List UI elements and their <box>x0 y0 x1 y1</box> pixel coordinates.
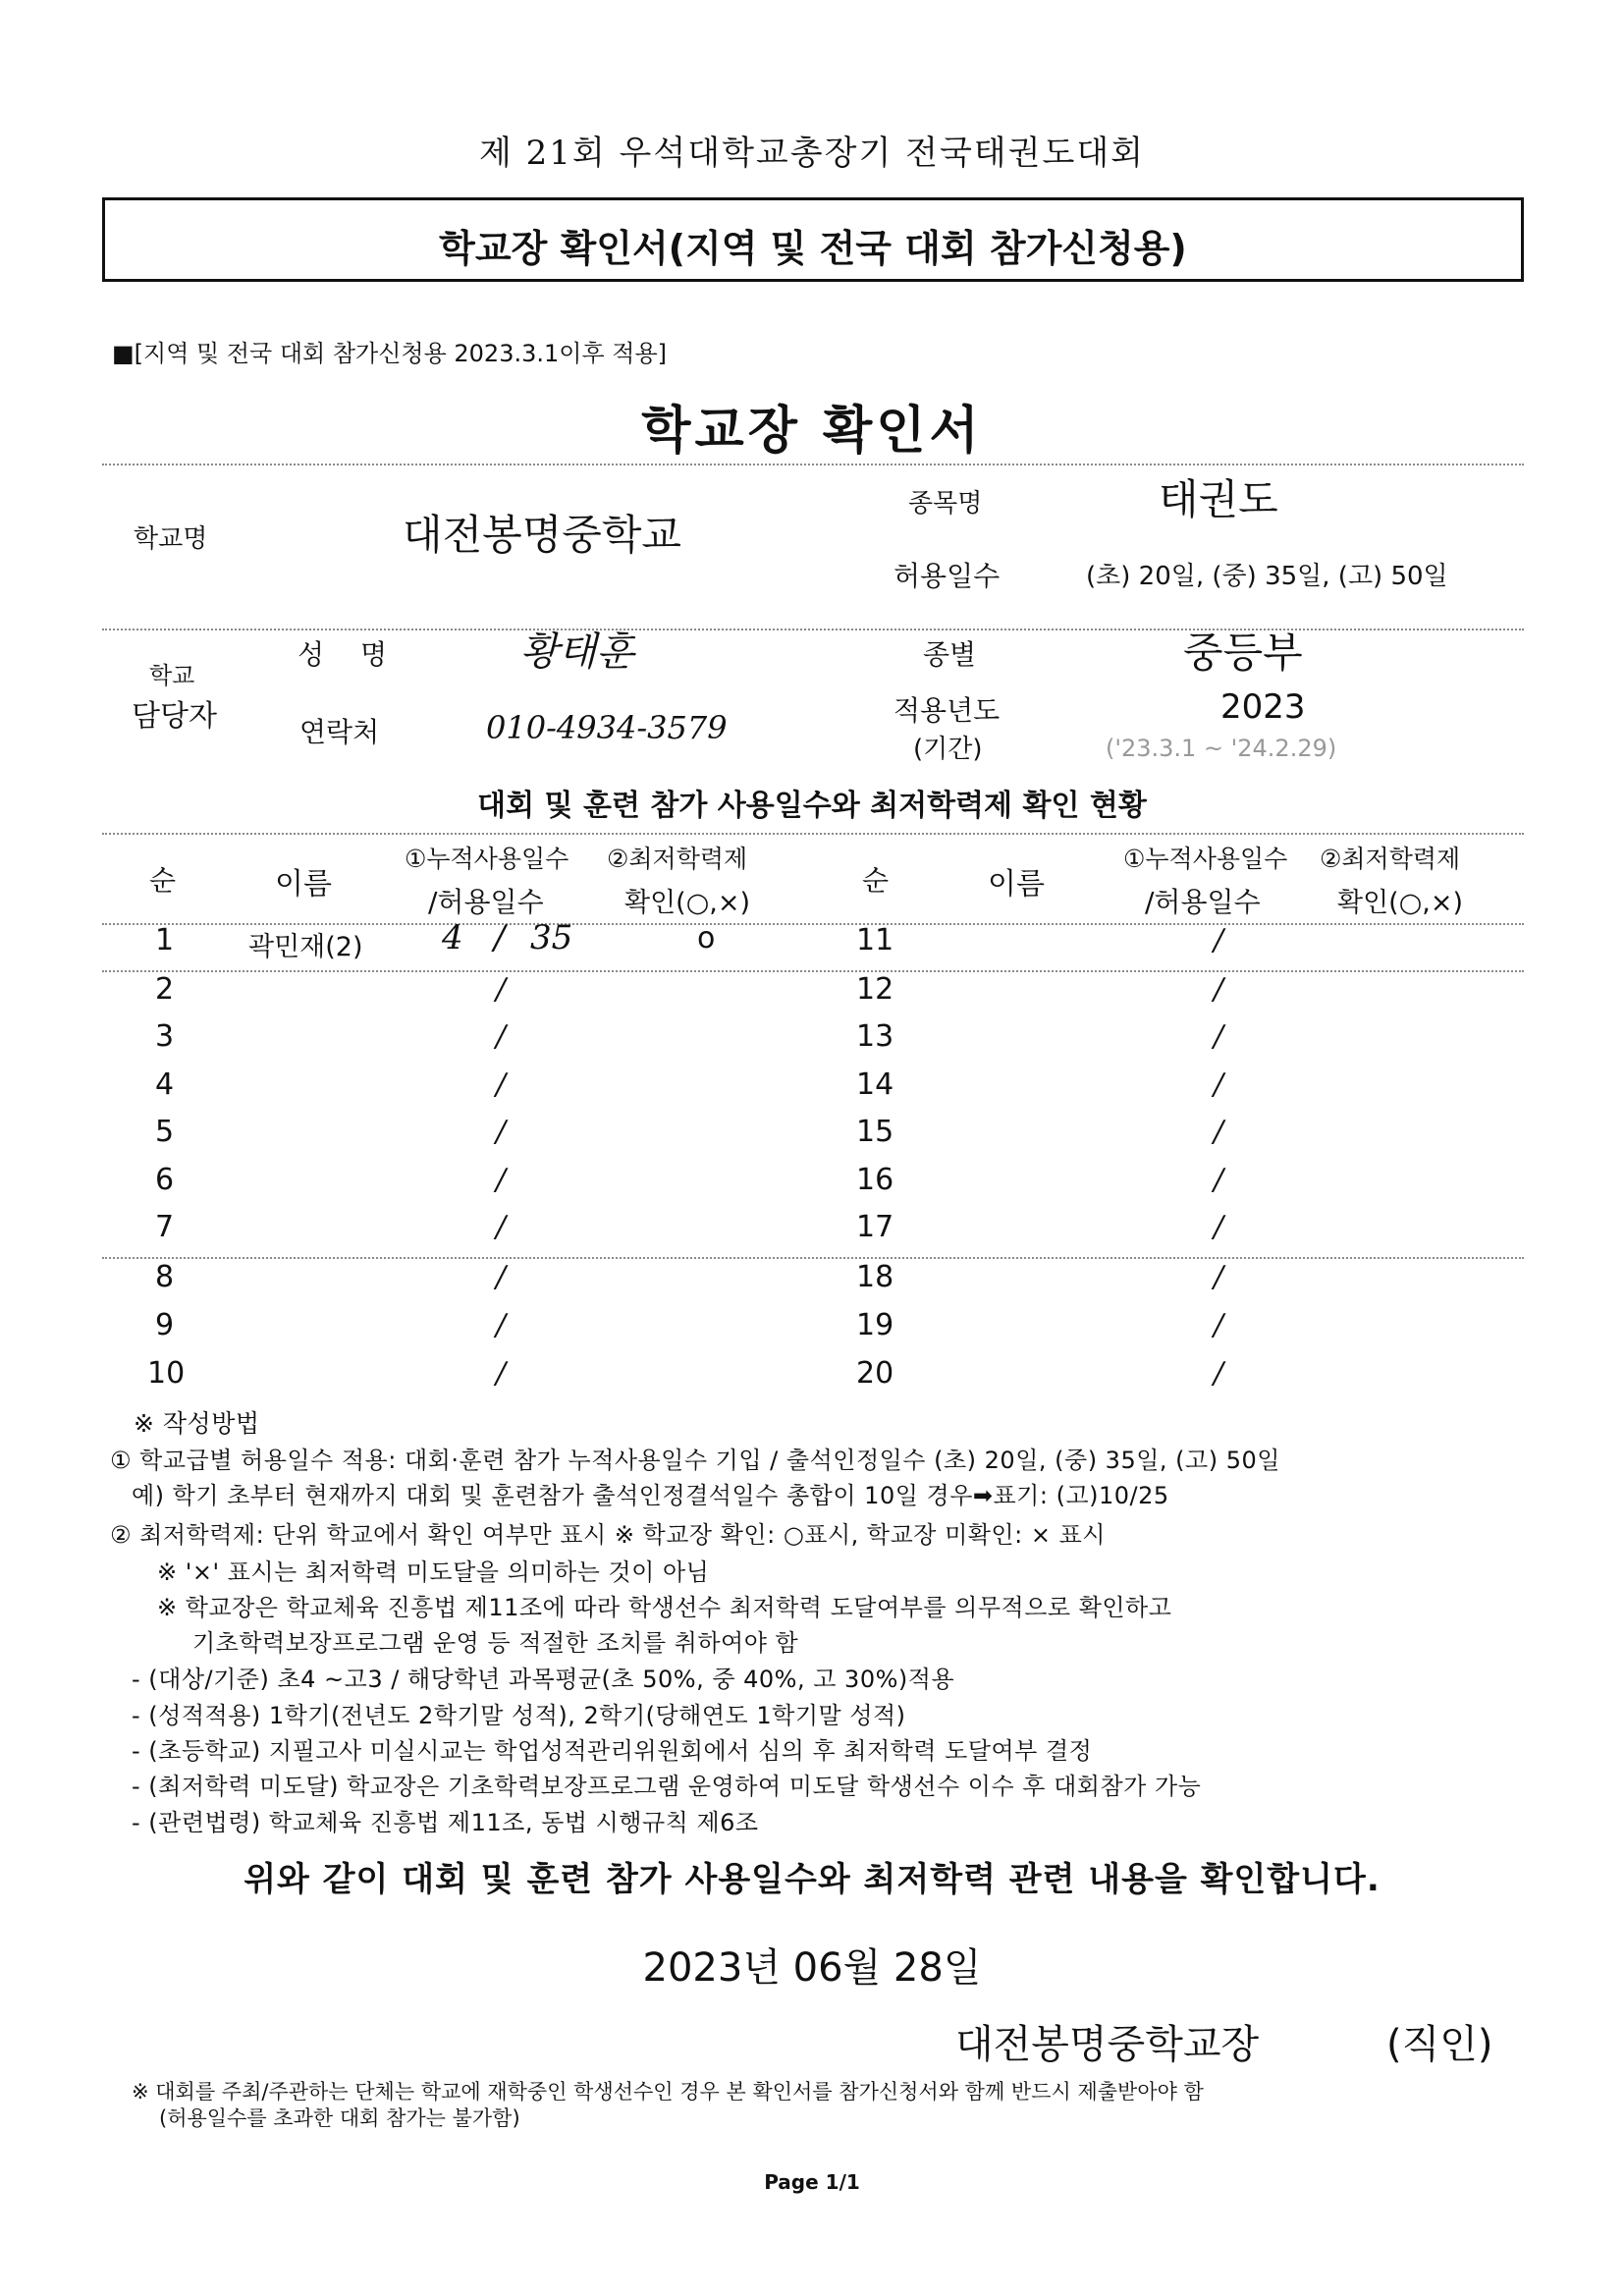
row-no: 7 <box>155 1210 175 1244</box>
header-grade-2-right: 확인(○,×) <box>1337 888 1463 918</box>
row-sep: / <box>1214 1115 1224 1149</box>
footer-note-1: ※ 대회를 주최/주관하는 단체는 학교에 재학중인 학생선수인 경우 본 확인서를 참가신청서와 함께 반드시 제출받아야 함 <box>132 2080 1204 2104</box>
row-check: o <box>697 921 716 956</box>
allowed-days-value: (초) 20일, (중) 35일, (고) 50일 <box>1086 562 1448 591</box>
row-allowed: 35 <box>530 918 573 957</box>
name-value: 황태훈 <box>520 629 634 675</box>
row-no: 9 <box>155 1308 175 1342</box>
school-label: 학교명 <box>134 524 208 554</box>
row-sep: / <box>496 1356 507 1391</box>
allowed-days-label: 허용일수 <box>893 560 1001 592</box>
header-days-1-left: ①누적사용일수 <box>405 845 569 873</box>
form-note: ■[지역 및 전국 대회 참가신청용 2023.3.1이후 적용] <box>112 340 667 367</box>
row-sep: / <box>1214 1067 1224 1102</box>
division-label: 종별 <box>923 638 977 671</box>
row-no: 19 <box>856 1308 894 1342</box>
row-used: 4 <box>442 918 463 957</box>
row-sep: / <box>496 1163 507 1197</box>
official-seal: (직인) <box>1386 2022 1493 2067</box>
division-value: 중등부 <box>1183 629 1303 677</box>
principal-name: 대전봉명중학교장 <box>955 2022 1260 2067</box>
row-no: 16 <box>856 1163 894 1197</box>
year-label-1: 적용년도 <box>893 694 1001 727</box>
row-sep: / <box>1214 1163 1224 1197</box>
header-name-left: 이름 <box>275 867 332 902</box>
school-value: 대전봉명중학교 <box>403 511 682 559</box>
row-sep: / <box>496 1260 507 1294</box>
note-line: - (성적적용) 1학기(전년도 2학기말 성적), 2학기(당해연도 1학기말 성적) <box>132 1702 906 1729</box>
confirm-statement: 위와 같이 대회 및 훈련 참가 사용일수와 최저학력 관련 내용을 확인합니다. <box>244 1860 1380 1899</box>
row-sep: / <box>496 1115 507 1149</box>
row-sep: / <box>1214 1210 1224 1244</box>
header-no-left: 순 <box>149 864 177 897</box>
header-grade-1-right: ②최저학력제 <box>1320 845 1461 873</box>
note-line: 기초학력보장프로그램 운영 등 적절한 조치를 취하여야 함 <box>192 1629 799 1657</box>
page-number: Page 1/1 <box>764 2170 860 2194</box>
note-line: - (초등학교) 지필고사 미실시교는 학업성적관리위원회에서 심의 후 최저학력 도달여부 결정 <box>132 1737 1093 1765</box>
row-no: 20 <box>856 1356 894 1391</box>
row-divider <box>102 970 1524 972</box>
table-title: 대회 및 훈련 참가 사용일수와 최저학력제 확인 현황 <box>477 789 1147 823</box>
row-no: 15 <box>856 1115 894 1149</box>
header-days-2-right: /허용일수 <box>1145 886 1261 918</box>
note-line: - (대상/기준) 초4 ~고3 / 해당학년 과목평균(초 50%, 중 40%, 고 30%)적용 <box>132 1666 955 1693</box>
event-title: 제 21회 우석대학교총장기 전국태권도대회 <box>478 134 1146 173</box>
row-name: 곽민재(2) <box>248 932 363 962</box>
sport-label: 종목명 <box>908 489 983 519</box>
row-no: 3 <box>155 1019 175 1054</box>
row-sep: / <box>496 1210 507 1244</box>
header-no-right: 순 <box>862 864 890 897</box>
row-sep: / <box>1214 1260 1224 1294</box>
year-label-2: (기간) <box>913 735 983 764</box>
row-no: 17 <box>856 1210 894 1244</box>
row-no: 12 <box>856 972 894 1007</box>
row-no: 18 <box>856 1260 894 1294</box>
header-days-1-right: ①누적사용일수 <box>1123 845 1288 873</box>
note-line: - (관련법령) 학교체육 진흥법 제11조, 동법 시행규칙 제6조 <box>132 1809 759 1836</box>
note-line: ※ '×' 표시는 최저학력 미도달을 의미하는 것이 아님 <box>157 1558 710 1586</box>
row-no: 14 <box>856 1067 894 1102</box>
note-line: ※ 학교장은 학교체육 진흥법 제11조에 따라 학생선수 최저학력 도달여부를 의무적으로 확인하고 <box>157 1594 1172 1621</box>
notes-heading: ※ 작성방법 <box>134 1409 260 1438</box>
row-no: 1 <box>155 923 175 957</box>
row-divider <box>102 1257 1524 1259</box>
manager-label-2: 담당자 <box>132 699 217 734</box>
row-no: 4 <box>155 1067 175 1102</box>
note-line: 예) 학기 초부터 현재까지 대회 및 훈련참가 출석인정결석일수 총합이 10일 경우➡표기: (고)10/25 <box>132 1482 1169 1509</box>
note-line: ② 최저학력제: 단위 학교에서 확인 여부만 표시 ※ 학교장 확인: ○표시, 학교장 미확인: × 표시 <box>110 1521 1106 1549</box>
title-box <box>102 197 1524 282</box>
confirm-date: 2023년 06월 28일 <box>642 1945 982 1991</box>
row-sep: / <box>496 972 507 1007</box>
divider-top <box>102 464 1524 465</box>
row-sep: / <box>494 918 506 957</box>
row-sep: / <box>496 1308 507 1342</box>
doc-title: 학교장 확인서 <box>641 402 983 461</box>
note-line: - (최저학력 미도달) 학교장은 기초학력보장프로그램 운영하여 미도달 학생선수 이수 후 대회참가 가능 <box>132 1773 1202 1800</box>
row-sep: / <box>1214 1019 1224 1054</box>
row-sep: / <box>1214 923 1224 957</box>
name-label: 성 명 <box>298 638 401 671</box>
manager-label-1: 학교 <box>149 662 195 689</box>
row-sep: / <box>496 1067 507 1102</box>
contact-label: 연락처 <box>299 716 380 748</box>
header-name-right: 이름 <box>988 867 1045 902</box>
row-sep: / <box>1214 1356 1224 1391</box>
row-sep: / <box>1214 1308 1224 1342</box>
row-sep: / <box>496 1019 507 1054</box>
divider-info <box>102 629 1524 630</box>
table-top-line <box>102 833 1524 835</box>
year-value: 2023 <box>1220 687 1306 727</box>
header-grade-2-left: 확인(○,×) <box>624 888 750 918</box>
row-no: 13 <box>856 1019 894 1054</box>
row-no: 6 <box>155 1163 175 1197</box>
title-box-text: 학교장 확인서(지역 및 전국 대회 참가신청용) <box>439 227 1187 270</box>
row-sep: / <box>1214 972 1224 1007</box>
year-period: ('23.3.1 ~ '24.2.29) <box>1106 735 1337 762</box>
row-no: 10 <box>147 1356 186 1391</box>
row-no: 8 <box>155 1260 175 1294</box>
note-line: ① 학교급별 허용일수 적용: 대회·훈련 참가 누적사용일수 기입 / 출석인정일수 (초) 20일, (중) 35일, (고) 50일 <box>110 1447 1280 1474</box>
header-days-2-left: /허용일수 <box>428 886 544 918</box>
row-no: 5 <box>155 1115 175 1149</box>
header-grade-1-left: ②최저학력제 <box>607 845 748 873</box>
row-no: 2 <box>155 972 175 1007</box>
sport-value: 태권도 <box>1159 475 1278 523</box>
footer-note-2: (허용일수를 초과한 대회 참가는 불가함) <box>159 2106 520 2130</box>
row-no: 11 <box>856 923 894 957</box>
contact-value: 010-4934-3579 <box>486 709 728 746</box>
